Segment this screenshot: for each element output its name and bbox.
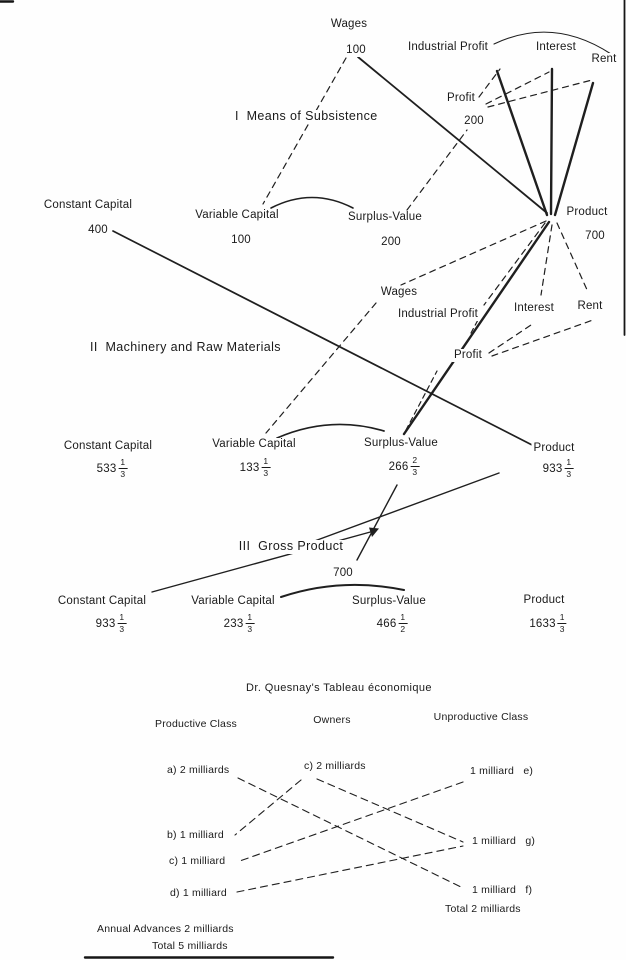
quesnay-column-unproductive: Unproductive Class (433, 711, 529, 723)
s2-constant-capital-label: Constant Capital (63, 440, 153, 452)
s3-prod-fraction: $\frac{1}{3}$ (559, 612, 565, 634)
s2-prod-fraction: $\frac{1}{3}$ (566, 457, 572, 479)
s3-sv-number: 466 (376, 618, 397, 631)
s1-profit-label: Profit (446, 92, 476, 104)
s1-variable-capital-label: Variable Capital (195, 209, 279, 221)
quesnay-row-f: 1 milliard f) (472, 884, 533, 896)
s3-vc-fraction: $\frac{1}{3}$ (247, 612, 253, 634)
s2-interest-label: Interest (514, 302, 554, 314)
s2-vc-number: 133 (239, 462, 260, 475)
s1-variable-capital-value: 100 (231, 234, 251, 246)
s2-sv-number: 266 (388, 461, 409, 474)
s3-sv-fraction: $\frac{1}{2}$ (400, 612, 406, 634)
quesnay-annual-advances: Annual Advances 2 milliards (97, 923, 234, 935)
s3-title: III Gross Product (238, 539, 344, 553)
s2-title: II Machinery and Raw Materials (90, 340, 281, 354)
s2-profit-label: Profit (453, 349, 483, 361)
quesnay-row-d: d) 1 milliard (170, 887, 227, 899)
quesnay-row-a: a) 2 milliards (167, 764, 230, 776)
s3-prod-number: 1633 (529, 618, 556, 631)
s2-surplus-value-value (387, 457, 422, 477)
quesnay-total-right: Total 2 milliards (445, 903, 521, 915)
s3-variable-capital-value (222, 614, 257, 634)
s1-industrial-profit-label: Industrial Profit (407, 41, 489, 53)
s3-cc-number: 933 (95, 618, 116, 631)
s2-product-label: Product (533, 442, 575, 454)
s2-surplus-value-label: Surplus-Value (364, 437, 438, 449)
s3-surplus-value-label: Surplus-Value (352, 595, 426, 607)
s1-wages-label: Wages (330, 18, 368, 30)
s1-product-value: 700 (585, 230, 605, 242)
quesnay-title: Dr. Quesnay's Tableau économique (246, 682, 432, 694)
s2-rent-label: Rent (577, 300, 603, 312)
s2-product-value (541, 459, 576, 479)
s3-vc-number: 233 (223, 618, 244, 631)
quesnay-row-c1: c) 1 milliard (169, 855, 226, 867)
s3-variable-capital-label: Variable Capital (191, 595, 275, 607)
s3-cc-fraction: $\frac{1}{3}$ (119, 612, 125, 634)
s1-constant-capital-label: Constant Capital (43, 199, 133, 211)
s2-vc-fraction: $\frac{1}{3}$ (263, 456, 269, 478)
s3-constant-capital-value (94, 614, 129, 634)
s2-prod-number: 933 (542, 463, 563, 476)
s1-profit-value: 200 (464, 115, 484, 127)
s2-cc-number: 533 (96, 463, 117, 476)
s2-constant-capital-value (95, 459, 130, 479)
quesnay-row-b: b) 1 milliard (167, 829, 224, 841)
s2-wages-label: Wages (380, 286, 418, 298)
section3-lines (152, 473, 499, 597)
quesnay-total-left: Total 5 milliards (152, 940, 228, 952)
s3-title-value: 700 (333, 567, 353, 579)
s1-rent-label: Rent (591, 53, 617, 65)
s3-product-value (527, 614, 568, 634)
section2-lines (113, 221, 593, 447)
s1-title: I Means of Subsistence (235, 109, 378, 123)
quesnay-row-g: 1 milliard g) (472, 835, 536, 847)
quesnay-column-productive: Productive Class (155, 718, 237, 730)
s1-surplus-value-label: Surplus-Value (348, 211, 422, 223)
s1-wages-value: 100 (346, 44, 366, 56)
s2-industrial-profit-label: Industrial Profit (397, 308, 479, 320)
s1-product-label: Product (566, 206, 608, 218)
s3-product-label: Product (523, 594, 565, 606)
s2-variable-capital-label: Variable Capital (212, 438, 296, 450)
quesnay-row-e: 1 milliard e) (470, 765, 534, 777)
quesnay-row-c2: c) 2 milliards (304, 760, 366, 772)
s3-surplus-value-value (375, 614, 410, 634)
s1-constant-capital-value: 400 (88, 224, 108, 236)
s1-surplus-value-value: 200 (381, 236, 401, 248)
s1-interest-label: Interest (536, 41, 576, 53)
s2-variable-capital-value (238, 458, 273, 478)
quesnay-lines (235, 778, 463, 892)
s3-constant-capital-label: Constant Capital (57, 595, 147, 607)
quesnay-column-owners: Owners (313, 714, 351, 726)
s2-cc-fraction: $\frac{1}{3}$ (120, 457, 126, 479)
s2-sv-fraction: $\frac{2}{3}$ (412, 455, 418, 477)
